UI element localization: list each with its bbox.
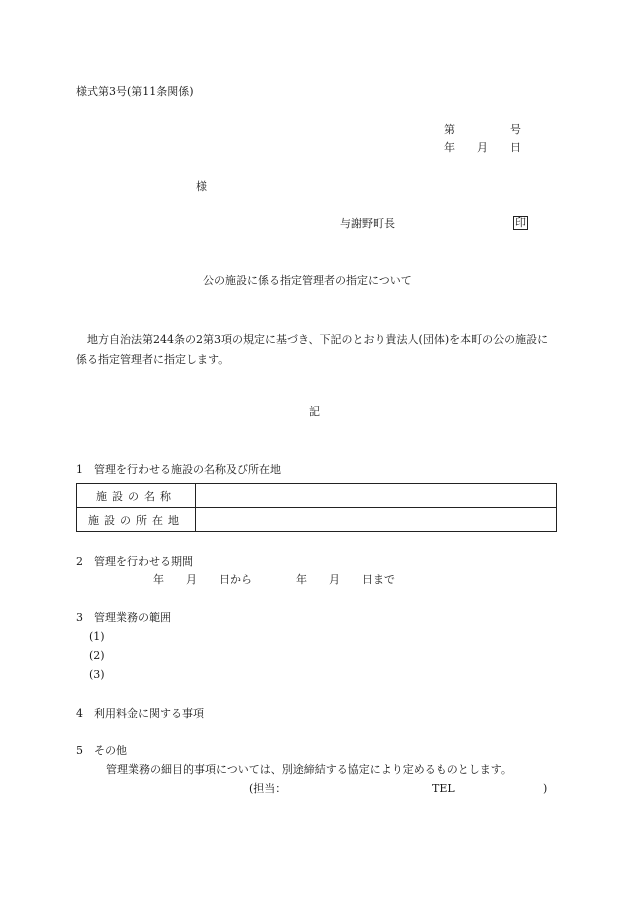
contact-close: ): [543, 782, 548, 795]
form-title: 様式第3号(第11条関係): [76, 85, 194, 98]
facility-name-value: [196, 484, 557, 508]
table-row: [77, 484, 557, 508]
table-row: [77, 508, 557, 532]
scope-item-2: (2): [89, 649, 105, 662]
document-number: 第 号: [444, 123, 521, 136]
tel-label: TEL: [432, 782, 455, 795]
addressee-suffix: 様: [196, 180, 207, 193]
scope-item-1: (1): [89, 630, 105, 643]
section3-heading: 3 管理業務の範囲: [76, 611, 171, 624]
issuer-name: 与謝野町長: [340, 217, 395, 230]
facility-location-label: 施設の所在地: [77, 508, 196, 532]
issue-date: 年 月 日: [444, 141, 521, 154]
section5-heading: 5 その他: [76, 744, 127, 757]
scope-item-3: (3): [89, 668, 105, 681]
contact-open: (担当：: [249, 782, 287, 795]
section1-heading: 1 管理を行わせる施設の名称及び所在地: [76, 463, 281, 476]
body-paragraph: 地方自治法第244条の2第3項の規定に基づき、下記のとおり貴法人(団体)を本町の公の施設に係る指定管理者に指定します。: [76, 333, 549, 366]
facility-table: [76, 483, 557, 532]
document-title: 公の施設に係る指定管理者の指定について: [203, 274, 412, 287]
section4-heading: 4 利用料金に関する事項: [76, 707, 204, 720]
facility-location-value: [196, 508, 557, 532]
facility-name-label: 施設の名称: [77, 484, 196, 508]
seal-text: 印: [515, 216, 526, 229]
ki-heading: 記: [309, 405, 320, 418]
period-line: 年 月 日から 年 月 日まで: [153, 573, 395, 586]
seal-stamp: [513, 216, 528, 230]
section2-heading: 2 管理を行わせる期間: [76, 555, 193, 568]
section5-text: 管理業務の細目的事項については、別途締結する協定により定めるものとします。: [106, 763, 512, 776]
